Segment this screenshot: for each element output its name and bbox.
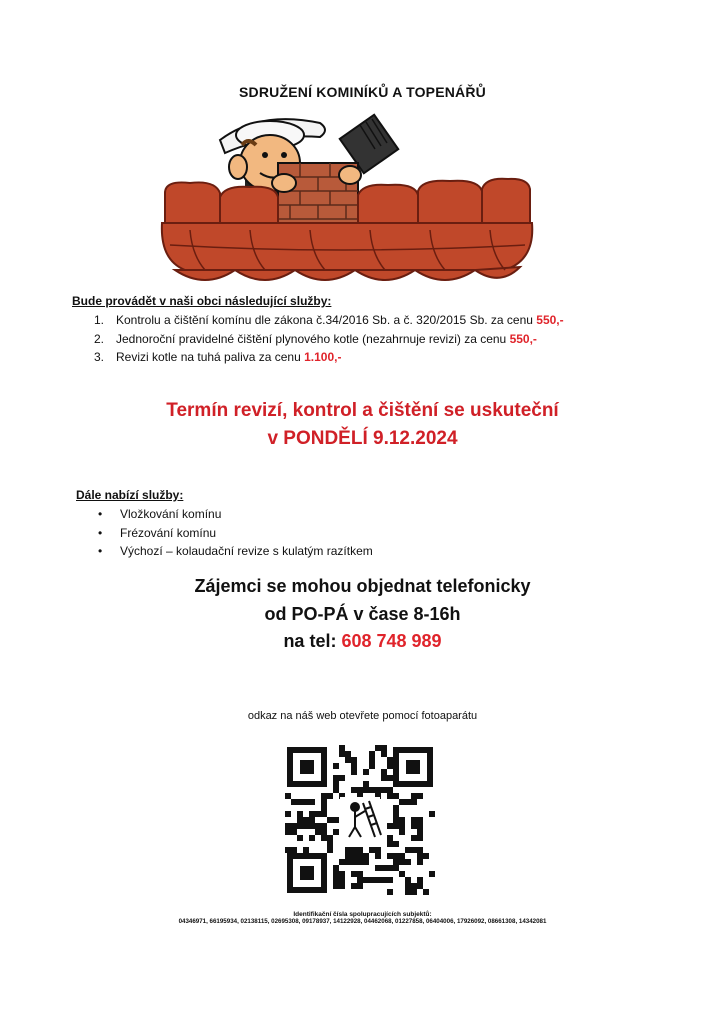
list-item: • Výchozí – kolaudační revize s kulatým razítkem [98,542,373,561]
price: 1.100,- [304,350,342,364]
price: 550,- [536,313,564,327]
order-line-1: Zájemci se mohou objednat telefonicky [194,576,531,596]
bullet-icon: • [98,525,103,540]
identifiers-label: Identifikační čísla spolupracujících subjektů: [293,911,432,918]
term-line-2: v PONDĚLÍ 9.12.2024 [267,428,458,449]
term-line-1: Termín revizí, kontrol a čištění se uskuteční [166,400,559,421]
page-title: SDRUŽENÍ KOMINÍKŮ A TOPENÁŘŮ [239,84,486,100]
list-item: 2. Jednoroční pravidelné čištění plynového kotle (nezahrnuje revizi) za cenu 550,- [94,331,537,346]
identifiers-list: 04346971, 66195934, 02138115, 02695308, 09178937, 14122928, 04462068, 01227858, 06404006, 17926092, 08661308, 14342081 [178,918,547,925]
bullet-icon: • [98,507,103,521]
services-list [94,311,564,367]
services-heading: Bude provádět v naši obci následující služby: [72,294,332,308]
list-item: • Vložkování komínu [98,505,373,524]
chimney-sweep-illustration [160,105,535,290]
bullet-icon: • [98,544,103,558]
order-line-2: od PO-PÁ v čase 8-16h [264,604,461,624]
list-item: 1. Kontrolu a čištění komínu dle zákona č.34/2016 Sb. a č. 320/2015 Sb. za cenu 550,- [94,313,564,327]
more-services-heading: Dále nabízí služby: [76,488,184,502]
list-item: 3. Revizi kotle na tuhá paliva za cenu 1.100,- [94,350,342,364]
more-services-list [98,505,373,561]
qr-code-icon[interactable] [285,745,435,895]
phone-number[interactable]: 608 748 989 [341,631,442,651]
qr-caption: odkaz na náš web otevřete pomocí fotoaparátu [247,710,478,722]
list-item: • Frézování komínu [98,524,373,543]
price: 550,- [509,331,537,346]
order-line-3: na tel: 608 748 989 [283,631,442,651]
